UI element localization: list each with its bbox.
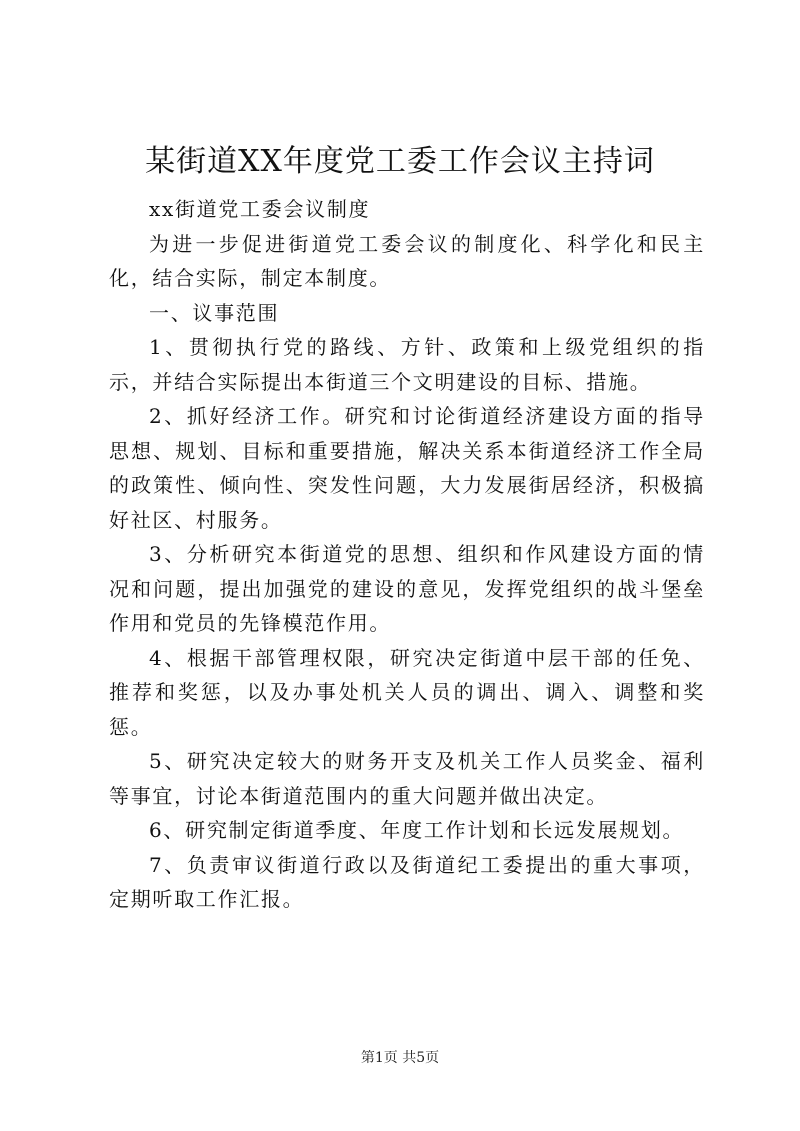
document-body bbox=[109, 192, 705, 917]
paragraph: 5、研究决定较大的财务开支及机关工作人员奖金、福利等事宜，讨论本街道范围内的重大问题并做出决定。 bbox=[109, 749, 705, 808]
paragraph: 7、负责审议街道行政以及街道纪工委提出的重大事项，定期听取工作汇报。 bbox=[109, 852, 705, 911]
paragraph: xx街道党工委会议制度 bbox=[149, 197, 371, 221]
paragraph: 4、根据干部管理权限，研究决定街道中层干部的任免、推荐和奖惩，以及办事处机关人员的调出、调入、调整和奖惩。 bbox=[109, 645, 705, 739]
paragraph: 为进一步促进街道党工委会议的制度化、科学化和民主化，结合实际，制定本制度。 bbox=[109, 231, 705, 290]
paragraph: 3、分析研究本街道党的思想、组织和作风建设方面的情况和问题，提出加强党的建设的意见，发挥党组织的战斗堡垒作用和党员的先锋模范作用。 bbox=[109, 542, 705, 635]
paragraph: 2、抓好经济工作。研究和讨论街道经济建设方面的指导思想、规划、目标和重要措施，解决关系本街道经济工作全局的政策性、倾向性、突发性问题，大力发展街居经济，积极搞好社区、村服务。 bbox=[109, 404, 705, 532]
section-heading: 一、议事范围 bbox=[149, 300, 280, 325]
paragraph: 1、贯彻执行党的路线、方针、政策和上级党组织的指示，并结合实际提出本街道三个文明建设的目标、措施。 bbox=[109, 335, 705, 394]
paragraph: 6、研究制定街道季度、年度工作计划和长远发展规划。 bbox=[149, 818, 685, 842]
document-title: 某街道XX年度党工委工作会议主持词 bbox=[145, 144, 655, 179]
page-number-footer: 第1页 共5页 bbox=[360, 1050, 440, 1066]
